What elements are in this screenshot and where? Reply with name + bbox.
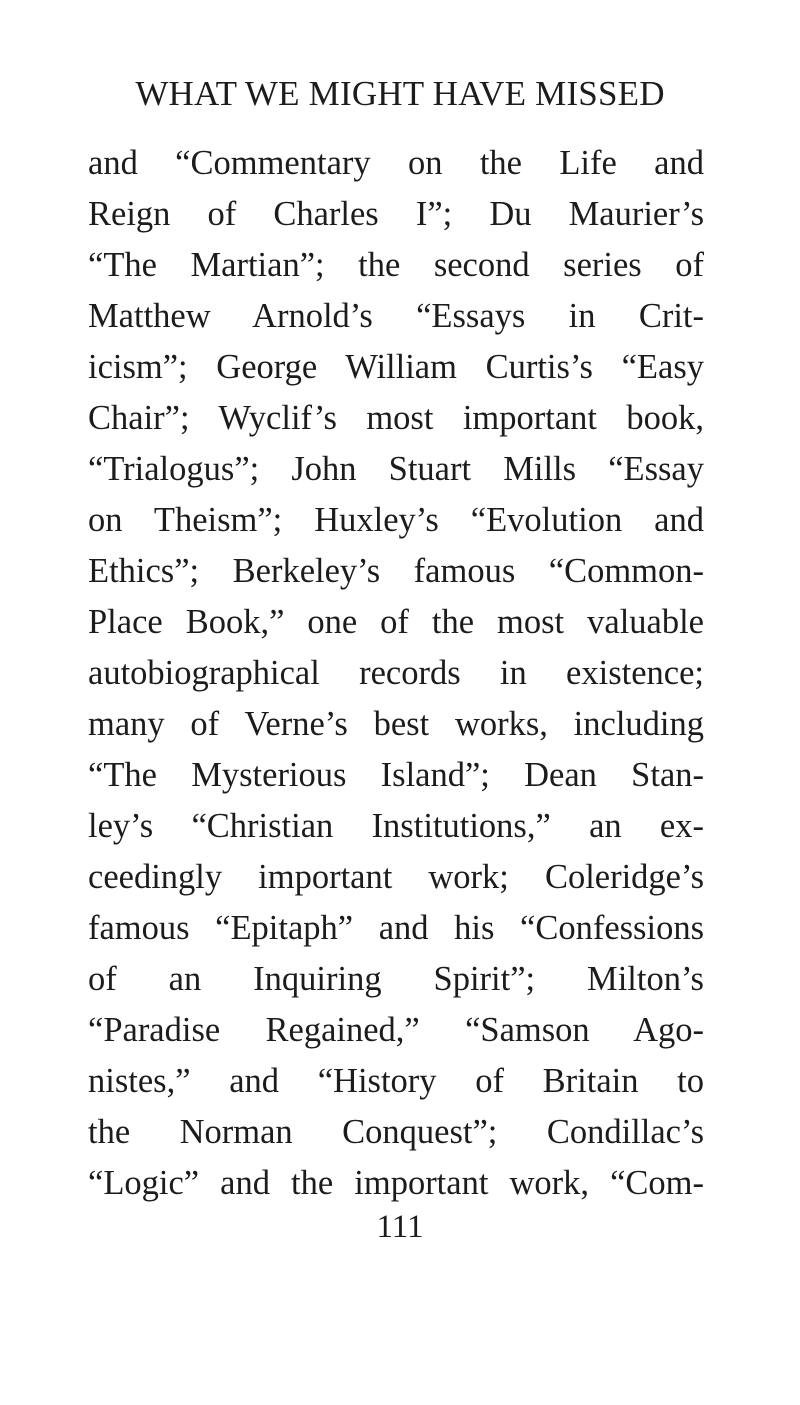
text-line: Reign of Charles I”; Du Maurier’s [88,195,704,233]
text-line: on Theism”; Huxley’s “Evolution and [88,501,704,539]
text-line: many of Verne’s best works, including [88,705,704,743]
text-line: nistes,” and “History of Britain to [88,1062,704,1100]
text-line: Chair”; Wyclif’s most important book, [88,399,704,437]
text-line: “The Mysterious Island”; Dean Stan- [88,756,704,794]
text-line: “Paradise Regained,” “Samson Ago- [88,1011,704,1049]
running-head: WHAT WE MIGHT HAVE MISSED [135,74,665,113]
text-line: and “Commentary on the Life and [88,144,704,182]
text-line: autobiographical records in existence; [88,654,704,692]
text-line: “Trialogus”; John Stuart Mills “Essay [88,450,704,488]
text-line: Ethics”; Berkeley’s famous “Common- [88,552,704,590]
text-line: the Norman Conquest”; Condillac’s [88,1113,704,1151]
text-line: ley’s “Christian Institutions,” an ex- [88,807,704,845]
text-line: “Logic” and the important work, “Com- [88,1164,704,1202]
page-number: 111 [376,1209,424,1245]
text-line: of an Inquiring Spirit”; Milton’s [88,960,704,998]
text-line: icism”; George William Curtis’s “Easy [88,348,704,386]
body-text [88,138,704,1209]
text-line: famous “Epitaph” and his “Confessions [88,909,704,947]
text-line: ceedingly important work; Coleridge’s [88,858,704,896]
text-line: Place Book,” one of the most valuable [88,603,704,641]
text-line: Matthew Arnold’s “Essays in Crit- [88,297,704,335]
text-line: “The Martian”; the second series of [88,246,704,284]
